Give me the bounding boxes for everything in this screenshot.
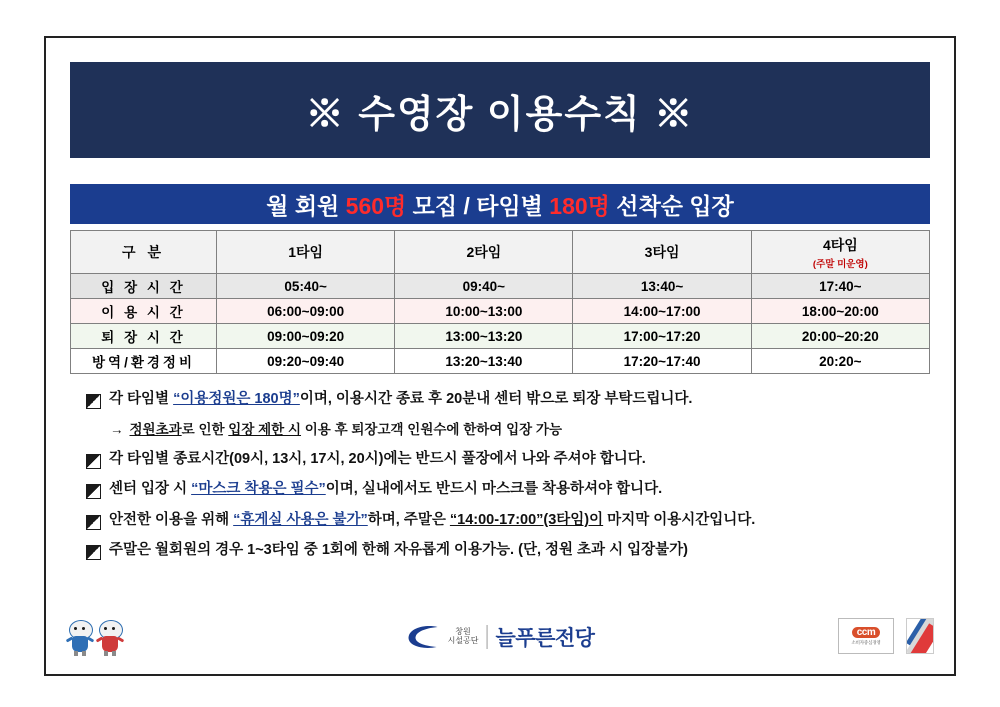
checkbox-bullet-icon — [86, 394, 101, 409]
mascot-group — [68, 620, 122, 656]
row-label-exit-time: 퇴 장 시 간 — [71, 324, 217, 349]
mascot-eye-right — [82, 627, 85, 630]
notes-list — [86, 390, 920, 561]
cell-disinfection-slot2: 13:20~13:40 — [395, 349, 573, 374]
cell-use-slot2: 10:00~13:00 — [395, 299, 573, 324]
header-slot-4-label: 4타임 — [822, 236, 858, 253]
subtitle-text — [266, 188, 734, 221]
ccm-label: ccm — [852, 627, 881, 638]
note-text: 안전한 이용을 위해 “휴게실 사용은 불가”하며, 주말은 “14:00-17:00”(3타임)이 마지막 이용시간입니다. — [109, 511, 756, 528]
cell-use-slot1: 06:00~09:00 — [217, 299, 395, 324]
mascot-body — [72, 636, 88, 652]
cell-exit-slot2: 13:00~13:20 — [395, 324, 573, 349]
cell-exit-slot4: 20:00~20:20 — [751, 324, 929, 349]
cell-entry-slot4: 17:40~ — [751, 274, 929, 299]
government-flag-icon — [906, 618, 934, 654]
table-header-row — [71, 231, 930, 274]
list-item — [86, 450, 920, 470]
table-row — [71, 299, 930, 324]
checkbox-bullet-icon — [86, 484, 101, 499]
list-item — [86, 390, 920, 410]
cell-entry-slot2: 09:40~ — [395, 274, 573, 299]
list-item — [110, 421, 920, 439]
cell-use-slot4: 18:00~20:00 — [751, 299, 929, 324]
mascot-eye-right — [112, 627, 115, 630]
org-line-1: 창원 — [455, 627, 471, 637]
subtitle-highlight-per-slot: 180명 — [549, 192, 610, 219]
cell-disinfection-slot4: 20:20~ — [751, 349, 929, 374]
table-row — [71, 349, 930, 374]
note-text: 센터 입장 시 “마스크 착용은 필수”이며, 실내에서도 반드시 마스크를 착용하셔야 합니다. — [109, 481, 663, 498]
org-line-2: 시설공단 — [447, 636, 479, 645]
checkbox-bullet-icon — [86, 515, 101, 530]
list-item — [86, 480, 920, 500]
row-label-entry-time: 입 장 시 간 — [71, 274, 217, 299]
ccm-sublabel: 소비자중심경영 — [851, 639, 881, 645]
logo-divider — [486, 625, 487, 649]
note-text: 정원초과로 인한 입장 제한 시 이용 후 퇴장고객 인원수에 한하여 입장 가능 — [129, 421, 563, 437]
cell-entry-slot1: 05:40~ — [217, 274, 395, 299]
mascot-leg-right — [112, 651, 116, 656]
mascot-eye-left — [104, 627, 107, 630]
checkbox-bullet-icon — [86, 545, 101, 560]
mascot-leg-left — [104, 651, 108, 656]
footer — [46, 602, 954, 660]
subtitle-highlight-members: 560명 — [345, 192, 407, 219]
organization-logo — [406, 622, 595, 652]
cell-disinfection-slot1: 09:20~09:40 — [217, 349, 395, 374]
mascot-leg-right — [82, 651, 86, 656]
header-slot-2: 2타임 — [395, 231, 573, 274]
row-label-use-time: 이 용 시 간 — [71, 299, 217, 324]
list-item — [86, 541, 920, 561]
certification-logos — [838, 618, 934, 654]
list-item — [86, 511, 920, 531]
page-title: ※ 수영장 이용수칙 ※ — [305, 93, 695, 136]
mascot-body — [102, 636, 118, 652]
subtitle-part3: 선착순 입장 — [609, 192, 734, 219]
cell-entry-slot3: 13:40~ — [573, 274, 751, 299]
arrow-icon: → — [110, 421, 124, 437]
mascot-eye-left — [74, 627, 77, 630]
header-slot-4 — [751, 231, 929, 274]
title-banner — [70, 62, 930, 158]
table-row — [71, 324, 930, 349]
cell-exit-slot3: 17:00~17:20 — [573, 324, 751, 349]
brand-name: 늘푸른전당 — [495, 627, 595, 650]
poster-frame — [44, 36, 956, 676]
schedule-table — [70, 230, 930, 374]
note-text: 주말은 월회원의 경우 1~3타임 중 1회에 한해 자유롭게 이용가능. (단, 정원 초과 시 입장불가) — [109, 542, 688, 559]
header-slot-4-note: (주말 미운영) — [812, 258, 868, 270]
swoosh-icon — [406, 624, 440, 650]
cell-disinfection-slot3: 17:20~17:40 — [573, 349, 751, 374]
cell-use-slot3: 14:00~17:00 — [573, 299, 751, 324]
subtitle-part1: 월 회원 — [266, 192, 346, 219]
mascot-leg-left — [74, 651, 78, 656]
checkbox-bullet-icon — [86, 454, 101, 469]
header-category: 구 분 — [71, 231, 217, 274]
mascot-red-icon — [98, 620, 122, 656]
header-slot-3: 3타임 — [573, 231, 751, 274]
table-row — [71, 274, 930, 299]
row-label-disinfection: 방역/환경정비 — [71, 349, 217, 374]
mascot-blue-icon — [68, 620, 92, 656]
header-slot-1: 1타임 — [217, 231, 395, 274]
ccm-logo — [838, 618, 894, 654]
organization-name — [448, 628, 479, 646]
cell-exit-slot1: 09:00~09:20 — [217, 324, 395, 349]
subtitle-part2: 모집 / 타임별 — [406, 192, 550, 219]
note-text: 각 타임별 종료시간(09시, 13시, 17시, 20시)에는 반드시 풀장에서 나와 주셔야 합니다. — [109, 450, 646, 467]
subtitle-bar — [70, 184, 930, 224]
note-text: 각 타임별 “이용정원은 180명”이며, 이용시간 종료 후 20분내 센터 밖으로 퇴장 부탁드립니다. — [109, 391, 693, 407]
